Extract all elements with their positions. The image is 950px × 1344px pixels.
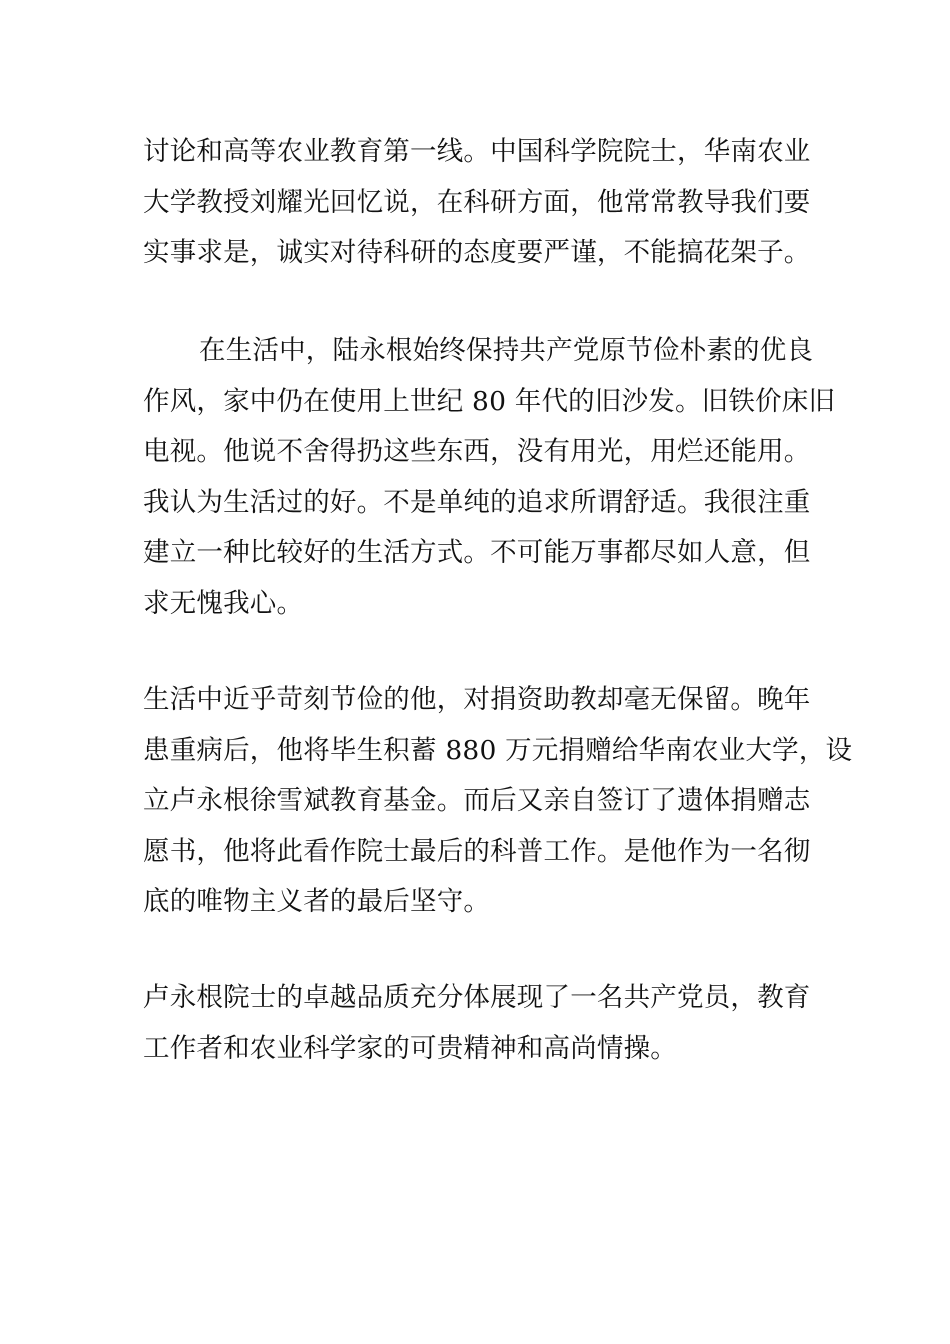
text-line: 实事求是，诚实对待科研的态度要严谨，不能搞花架子。	[143, 237, 811, 268]
paragraph-1	[143, 127, 813, 279]
text-line: 患重病后，他将毕生积蓄 880 万元捐赠给华南农业大学，设	[143, 734, 853, 766]
paragraph-3	[143, 675, 853, 928]
text-line: 建立一种比较好的生活方式。不可能万事都尽如人意，但	[143, 537, 811, 568]
text-line: 讨论和高等农业教育第一线。中国科学院院士，华南农业	[143, 136, 811, 167]
text-line: 大学教授刘耀光回忆说，在科研方面，他常常教导我们要	[143, 186, 811, 218]
text-line: 底的唯物主义者的最后坚守。	[143, 886, 491, 917]
text-line: 作风，家中仍在使用上世纪 80 年代的旧沙发。旧铁价床旧	[143, 385, 836, 417]
text-line: 求无愧我心。	[143, 587, 304, 619]
text-line: 愿书，他将此看作院士最后的科普工作。是他作为一名彻	[143, 835, 811, 867]
text-line: 卢永根院士的卓越品质充分体展现了一名共产党员，教育	[143, 982, 811, 1013]
text-line: 电视。他说不舍得扔这些东西，没有用光，用烂还能用。	[143, 436, 811, 467]
text-line: 立卢永根徐雪斌教育基金。而后又亲自签订了遗体捐赠志	[143, 785, 811, 816]
paragraph-2	[143, 326, 836, 629]
paragraph-4	[143, 973, 813, 1074]
text-line: 工作者和农业科学家的可贵精神和高尚情操。	[143, 1032, 677, 1064]
text-line: 我认为生活过的好。不是单纯的追求所谓舒适。我很注重	[143, 486, 811, 518]
text-line: 在生活中，陆永根始终保持共产党原节俭朴素的优良	[199, 335, 814, 366]
text-line: 生活中近乎苛刻节俭的他，对捐资助教却毫无保留。晚年	[143, 684, 811, 715]
